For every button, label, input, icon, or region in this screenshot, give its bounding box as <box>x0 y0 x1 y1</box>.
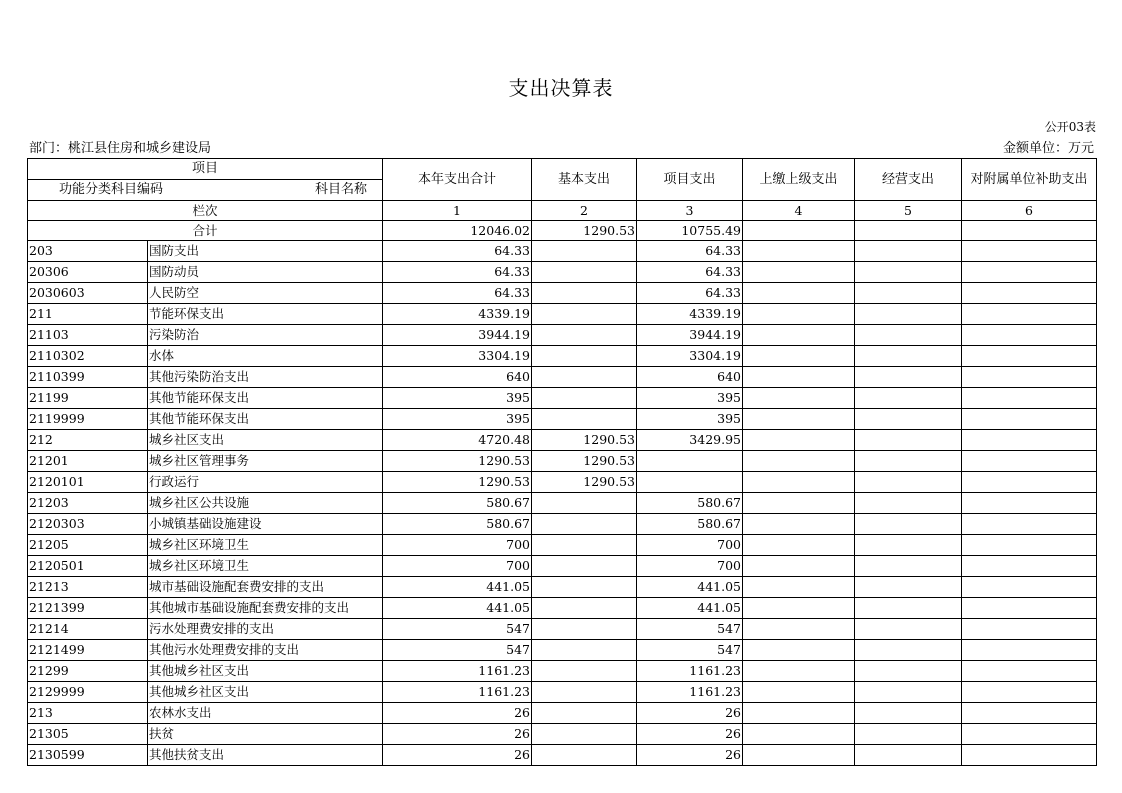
amount-cell <box>962 346 1097 367</box>
table-row <box>28 724 1097 745</box>
amount-cell: 640 <box>637 367 743 388</box>
amount-cell <box>743 346 855 367</box>
amount-cell: 640 <box>383 367 532 388</box>
amount-cell <box>962 682 1097 703</box>
table-row <box>28 409 1097 430</box>
amount-cell: 1290.53 <box>532 430 637 451</box>
amount-cell: 64.33 <box>637 262 743 283</box>
header-item: 项目 <box>28 159 383 180</box>
amount-cell <box>962 472 1097 493</box>
table-row <box>28 346 1097 367</box>
amount-cell <box>855 283 962 304</box>
table-row <box>28 493 1097 514</box>
subject-code: 21305 <box>28 724 148 745</box>
total-label: 合计 <box>28 221 383 241</box>
col-num: 5 <box>855 201 962 221</box>
col-num: 1 <box>383 201 532 221</box>
amount-cell <box>532 346 637 367</box>
col-header-operating: 经营支出 <box>855 159 962 201</box>
amount-cell <box>743 640 855 661</box>
amount-cell: 26 <box>637 745 743 766</box>
amount-cell <box>855 556 962 577</box>
amount-cell <box>962 283 1097 304</box>
amount-cell <box>532 661 637 682</box>
amount-cell: 4339.19 <box>383 304 532 325</box>
amount-cell <box>855 535 962 556</box>
amount-cell <box>532 556 637 577</box>
subject-name: 其他污染防治支出 <box>148 367 383 388</box>
amount-cell <box>855 367 962 388</box>
subject-name: 城乡社区公共设施 <box>148 493 383 514</box>
table-row <box>28 262 1097 283</box>
table-row <box>28 304 1097 325</box>
subject-name: 行政运行 <box>148 472 383 493</box>
amount-cell <box>855 346 962 367</box>
amount-cell: 1161.23 <box>637 682 743 703</box>
amount-cell <box>962 262 1097 283</box>
subject-code: 2110302 <box>28 346 148 367</box>
amount-cell: 580.67 <box>383 514 532 535</box>
amount-cell <box>962 304 1097 325</box>
subject-code: 21205 <box>28 535 148 556</box>
amount-cell: 3944.19 <box>637 325 743 346</box>
amount-cell <box>855 262 962 283</box>
amount-cell <box>962 724 1097 745</box>
amount-cell: 395 <box>637 388 743 409</box>
amount-cell <box>743 514 855 535</box>
header-code-name <box>28 180 383 201</box>
amount-cell <box>962 661 1097 682</box>
subject-code: 2120101 <box>28 472 148 493</box>
table-row <box>28 745 1097 766</box>
table-row <box>28 241 1097 262</box>
subject-code: 21203 <box>28 493 148 514</box>
amount-cell <box>962 514 1097 535</box>
table-row <box>28 430 1097 451</box>
subject-code: 21299 <box>28 661 148 682</box>
amount-cell: 3304.19 <box>383 346 532 367</box>
table-row <box>28 661 1097 682</box>
subject-name: 节能环保支出 <box>148 304 383 325</box>
amount-cell: 26 <box>383 724 532 745</box>
amount-cell <box>962 241 1097 262</box>
amount-cell: 395 <box>383 388 532 409</box>
amount-cell <box>962 325 1097 346</box>
subject-code: 21199 <box>28 388 148 409</box>
amount-cell <box>743 409 855 430</box>
amount-cell: 3304.19 <box>637 346 743 367</box>
subject-name: 城乡社区环境卫生 <box>148 556 383 577</box>
subject-code: 2030603 <box>28 283 148 304</box>
amount-cell <box>855 493 962 514</box>
amount-cell <box>743 430 855 451</box>
amount-cell <box>532 682 637 703</box>
amount-cell <box>855 640 962 661</box>
amount-cell: 580.67 <box>637 514 743 535</box>
amount-cell <box>532 703 637 724</box>
amount-cell <box>743 661 855 682</box>
expenditure-table <box>27 158 1097 766</box>
subject-name: 其他城市基础设施配套费安排的支出 <box>148 598 383 619</box>
col-num: 3 <box>637 201 743 221</box>
amount-cell <box>743 472 855 493</box>
amount-cell: 700 <box>383 556 532 577</box>
amount-cell <box>532 535 637 556</box>
amount-cell <box>855 451 962 472</box>
amount-cell: 64.33 <box>383 241 532 262</box>
amount-cell <box>532 367 637 388</box>
subject-code: 21214 <box>28 619 148 640</box>
subject-name: 国防动员 <box>148 262 383 283</box>
amount-cell: 3429.95 <box>637 430 743 451</box>
amount-cell <box>855 430 962 451</box>
table-row <box>28 556 1097 577</box>
table-row <box>28 472 1097 493</box>
subject-name: 城乡社区管理事务 <box>148 451 383 472</box>
amount-cell: 441.05 <box>383 598 532 619</box>
amount-cell: 64.33 <box>383 283 532 304</box>
header-code: 功能分类科目编码 <box>59 182 164 197</box>
amount-cell <box>855 682 962 703</box>
col-num: 4 <box>743 201 855 221</box>
amount-cell: 3944.19 <box>383 325 532 346</box>
amount-cell: 1290.53 <box>383 472 532 493</box>
subject-code: 2121399 <box>28 598 148 619</box>
amount-cell: 1161.23 <box>383 661 532 682</box>
subject-name: 城乡社区环境卫生 <box>148 535 383 556</box>
amount-cell <box>743 367 855 388</box>
table-row <box>28 598 1097 619</box>
amount-cell <box>743 325 855 346</box>
amount-cell: 441.05 <box>637 598 743 619</box>
amount-cell <box>962 535 1097 556</box>
amount-cell <box>962 430 1097 451</box>
amount-cell <box>962 577 1097 598</box>
amount-cell <box>855 388 962 409</box>
table-row <box>28 283 1097 304</box>
amount-cell <box>743 262 855 283</box>
subject-code: 21213 <box>28 577 148 598</box>
table-row <box>28 388 1097 409</box>
amount-cell <box>962 493 1097 514</box>
amount-cell <box>855 577 962 598</box>
amount-cell: 26 <box>637 703 743 724</box>
header-name: 科目名称 <box>314 182 367 197</box>
total-value <box>743 221 855 241</box>
amount-cell <box>855 703 962 724</box>
total-value: 1290.53 <box>532 221 637 241</box>
amount-cell <box>855 619 962 640</box>
subject-name: 污水处理费安排的支出 <box>148 619 383 640</box>
amount-cell <box>532 262 637 283</box>
amount-cell <box>532 598 637 619</box>
amount-cell <box>532 493 637 514</box>
amount-cell <box>743 388 855 409</box>
amount-cell <box>532 325 637 346</box>
amount-cell <box>743 745 855 766</box>
subject-name: 小城镇基础设施建设 <box>148 514 383 535</box>
subject-code: 20306 <box>28 262 148 283</box>
amount-cell: 441.05 <box>637 577 743 598</box>
amount-cell <box>532 283 637 304</box>
subject-name: 其他城乡社区支出 <box>148 661 383 682</box>
table-row <box>28 451 1097 472</box>
amount-cell: 1161.23 <box>383 682 532 703</box>
amount-cell <box>532 577 637 598</box>
subject-name: 城乡社区支出 <box>148 430 383 451</box>
amount-cell <box>743 682 855 703</box>
subject-name: 污染防治 <box>148 325 383 346</box>
col-header-project: 项目支出 <box>637 159 743 201</box>
amount-cell <box>743 619 855 640</box>
table-row <box>28 640 1097 661</box>
subject-name: 人民防空 <box>148 283 383 304</box>
subject-name: 扶贫 <box>148 724 383 745</box>
amount-cell <box>743 535 855 556</box>
amount-cell: 1290.53 <box>532 451 637 472</box>
table-row <box>28 514 1097 535</box>
amount-cell: 700 <box>637 556 743 577</box>
amount-cell: 64.33 <box>637 241 743 262</box>
amount-cell <box>532 304 637 325</box>
amount-cell <box>532 745 637 766</box>
subject-name: 其他节能环保支出 <box>148 388 383 409</box>
table-row <box>28 367 1097 388</box>
table-body <box>28 241 1097 766</box>
amount-cell <box>962 367 1097 388</box>
amount-cell <box>743 724 855 745</box>
amount-cell <box>532 724 637 745</box>
amount-cell <box>962 409 1097 430</box>
table-row <box>28 682 1097 703</box>
subject-name: 其他城乡社区支出 <box>148 682 383 703</box>
amount-cell <box>962 619 1097 640</box>
subject-code: 211 <box>28 304 148 325</box>
subject-code: 2120501 <box>28 556 148 577</box>
amount-cell: 4339.19 <box>637 304 743 325</box>
subject-name: 其他污水处理费安排的支出 <box>148 640 383 661</box>
table-row <box>28 703 1097 724</box>
amount-cell <box>962 598 1097 619</box>
subject-code: 2110399 <box>28 367 148 388</box>
amount-cell <box>855 514 962 535</box>
subject-name: 城市基础设施配套费安排的支出 <box>148 577 383 598</box>
amount-cell: 395 <box>383 409 532 430</box>
row-label: 栏次 <box>28 201 383 221</box>
amount-cell <box>962 556 1097 577</box>
amount-cell <box>855 598 962 619</box>
total-value <box>962 221 1097 241</box>
subject-code: 2130599 <box>28 745 148 766</box>
subject-code: 2120303 <box>28 514 148 535</box>
amount-cell <box>962 745 1097 766</box>
amount-cell <box>743 556 855 577</box>
amount-cell <box>637 472 743 493</box>
table-row <box>28 577 1097 598</box>
amount-cell <box>855 409 962 430</box>
col-header-upper: 上缴上级支出 <box>743 159 855 201</box>
total-value: 10755.49 <box>637 221 743 241</box>
amount-cell <box>743 598 855 619</box>
amount-cell: 1290.53 <box>383 451 532 472</box>
amount-cell: 700 <box>637 535 743 556</box>
subject-code: 2121499 <box>28 640 148 661</box>
col-header-basic: 基本支出 <box>532 159 637 201</box>
amount-cell <box>637 451 743 472</box>
subject-code: 21103 <box>28 325 148 346</box>
amount-cell: 547 <box>383 619 532 640</box>
amount-cell <box>962 640 1097 661</box>
amount-cell <box>532 640 637 661</box>
amount-cell <box>855 304 962 325</box>
amount-cell <box>962 451 1097 472</box>
subject-name: 其他节能环保支出 <box>148 409 383 430</box>
amount-cell <box>743 283 855 304</box>
amount-cell <box>962 388 1097 409</box>
col-num: 6 <box>962 201 1097 221</box>
amount-unit-label: 金额单位：万元 <box>1002 141 1094 156</box>
subject-name: 国防支出 <box>148 241 383 262</box>
department-label: 部门：桃江县住房和城乡建设局 <box>29 141 212 156</box>
amount-cell: 547 <box>383 640 532 661</box>
subject-code: 2129999 <box>28 682 148 703</box>
amount-cell: 395 <box>637 409 743 430</box>
amount-cell: 700 <box>383 535 532 556</box>
amount-cell: 1161.23 <box>637 661 743 682</box>
amount-cell <box>532 619 637 640</box>
amount-cell: 547 <box>637 640 743 661</box>
amount-cell: 64.33 <box>383 262 532 283</box>
col-header-subsidy: 对附属单位补助支出 <box>962 159 1097 201</box>
subject-name: 其他扶贫支出 <box>148 745 383 766</box>
col-num: 2 <box>532 201 637 221</box>
amount-cell: 26 <box>383 745 532 766</box>
table-row <box>28 619 1097 640</box>
amount-cell <box>532 409 637 430</box>
subject-code: 203 <box>28 241 148 262</box>
amount-cell <box>855 241 962 262</box>
amount-cell <box>855 724 962 745</box>
subject-code: 2119999 <box>28 409 148 430</box>
total-value: 12046.02 <box>383 221 532 241</box>
amount-cell <box>532 241 637 262</box>
amount-cell: 26 <box>383 703 532 724</box>
table-row <box>28 325 1097 346</box>
amount-cell: 1290.53 <box>532 472 637 493</box>
subject-code: 21201 <box>28 451 148 472</box>
amount-cell <box>743 241 855 262</box>
amount-cell <box>743 703 855 724</box>
table-number: 公开03表 <box>1044 120 1096 134</box>
amount-cell <box>743 451 855 472</box>
amount-cell: 547 <box>637 619 743 640</box>
col-header-total: 本年支出合计 <box>383 159 532 201</box>
amount-cell <box>743 304 855 325</box>
table-row <box>28 535 1097 556</box>
subject-name: 水体 <box>148 346 383 367</box>
amount-cell <box>855 472 962 493</box>
amount-cell <box>855 661 962 682</box>
amount-cell <box>855 745 962 766</box>
amount-cell: 26 <box>637 724 743 745</box>
amount-cell: 580.67 <box>637 493 743 514</box>
amount-cell: 441.05 <box>383 577 532 598</box>
total-value <box>855 221 962 241</box>
subject-code: 212 <box>28 430 148 451</box>
amount-cell <box>532 514 637 535</box>
amount-cell <box>855 325 962 346</box>
subject-name: 农林水支出 <box>148 703 383 724</box>
subject-code: 213 <box>28 703 148 724</box>
amount-cell <box>532 388 637 409</box>
amount-cell: 64.33 <box>637 283 743 304</box>
amount-cell: 4720.48 <box>383 430 532 451</box>
amount-cell <box>962 703 1097 724</box>
amount-cell <box>743 493 855 514</box>
amount-cell: 580.67 <box>383 493 532 514</box>
page-title: 支出决算表 <box>508 76 614 100</box>
amount-cell <box>743 577 855 598</box>
